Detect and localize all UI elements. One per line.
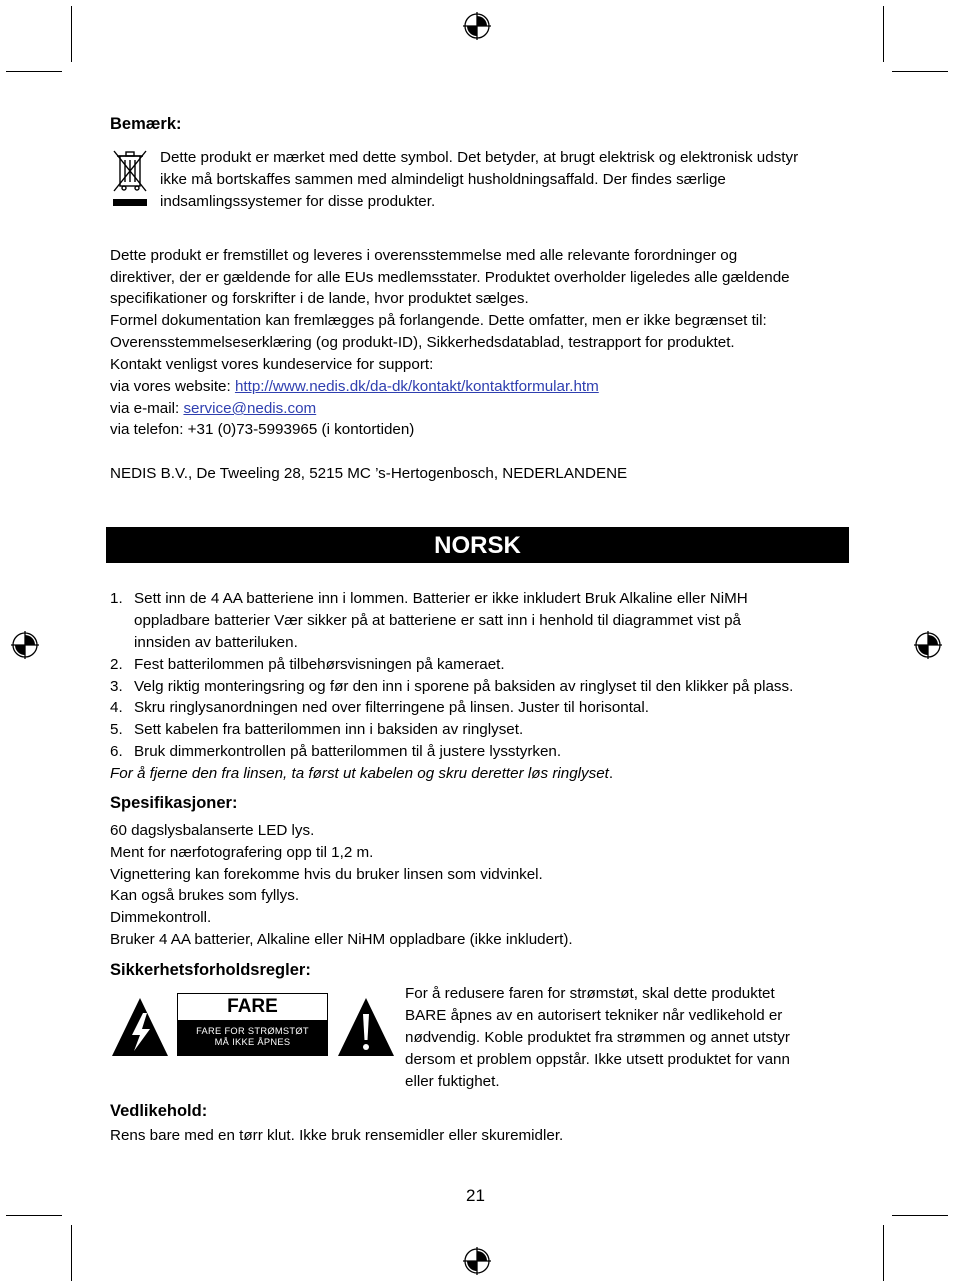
step-text: Fest batterilommen på tilbehørsvisningen på kameraet. [134, 656, 505, 673]
crop-mark [892, 71, 948, 72]
safety-text-line: BARE åpnes av en autorisert tekniker når vedlikehold er [405, 1007, 783, 1024]
fare-subtext-line: FARE FOR STRØMSTØT [196, 1026, 309, 1036]
weee-bin-icon [110, 148, 150, 210]
step-number: 3. [110, 678, 123, 695]
fare-subtext [178, 1020, 327, 1055]
step-number: 5. [110, 721, 123, 738]
registration-mark-icon [10, 630, 40, 660]
step-text: Skru ringlysanordningen ned over filterringene på linsen. Juster til horisontal. [134, 699, 649, 716]
spec-line: Bruker 4 AA batterier, Alkaline eller NiHM oppladbare (ikke inkludert). [110, 931, 573, 948]
step-text: Sett inn de 4 AA batteriene inn i lommen. Batterier er ikke inkludert Bruk Alkaline eller NiMH [134, 590, 748, 607]
safety-text-line: For å redusere faren for strømstøt, skal dette produktet [405, 985, 775, 1002]
safety-text-line: eller fuktighet. [405, 1073, 500, 1090]
fare-warning-label [177, 993, 328, 1056]
removal-note-italic: For å fjerne den fra linsen, ta først ut kabelen og skru deretter løs ringlyset [110, 765, 609, 782]
step-number: 2. [110, 656, 123, 673]
step-number: 6. [110, 743, 123, 760]
section-title-norsk: NORSK [106, 527, 849, 563]
crop-mark [6, 1215, 62, 1216]
fare-title: FARE [178, 994, 327, 1020]
email-line [110, 398, 316, 420]
conformity-line: Kontakt venligst vores kundeservice for support: [110, 356, 434, 373]
address-line: NEDIS B.V., De Tweeling 28, 5215 MC ’s-Hertogenbosch, NEDERLANDENE [110, 465, 628, 482]
maintenance-heading: Vedlikehold: [110, 1102, 208, 1120]
removal-note [110, 763, 613, 785]
page-number: 21 [466, 1186, 485, 1205]
bemaerk-text-line: Dette produkt er mærket med dette symbol. Det betyder, at brugt elektrisk og elektronisk udstyr [160, 149, 799, 166]
conformity-line: direktiver, der er gældende for alle EUs medlemsstater. Produktet overholder ligeledes alle gældende [110, 269, 790, 286]
specs-heading: Spesifikasjoner: [110, 794, 238, 812]
maintenance-text: Rens bare med en tørr klut. Ikke bruk rensemidler eller skuremidler. [110, 1127, 564, 1144]
bemaerk-text-line: indsamlingssystemer for disse produkter. [160, 193, 436, 210]
spec-line: 60 dagslysbalanserte LED lys. [110, 822, 315, 839]
spec-line: Kan også brukes som fyllys. [110, 887, 300, 904]
safety-text-line: nødvendig. Koble produktet fra strømmen og annet utstyr [405, 1029, 790, 1046]
lightning-warning-icon [110, 996, 170, 1058]
conformity-line: Overensstemmelseserklæring (og produkt-ID), Sikkerhedsdatablad, testrapport for produktet. [110, 334, 735, 351]
bemaerk-heading: Bemærk: [110, 115, 182, 133]
exclamation-warning-icon [336, 996, 396, 1058]
website-link[interactable]: http://www.nedis.dk/da-dk/kontakt/kontaktformular.htm [234, 378, 599, 395]
step-text: oppladbare batterier Vær sikker på at batteriene er satt inn i henhold til diagrammet vist på [134, 612, 741, 629]
crop-mark [71, 1225, 72, 1281]
crop-mark [6, 71, 62, 72]
crop-mark [892, 1215, 948, 1216]
step-number: 4. [110, 699, 123, 716]
removal-note-end: . [608, 765, 614, 782]
step-text: Bruk dimmerkontrollen på batterilommen til å justere lysstyrken. [134, 743, 562, 760]
conformity-line: Dette produkt er fremstillet og leveres i overensstemmelse med alle relevante forordninger og [110, 247, 738, 264]
crop-mark [71, 6, 72, 62]
conformity-line: Formel dokumentation kan fremlægges på forlangende. Dette omfatter, men er ikke begrænset til: [110, 312, 767, 329]
step-number: 1. [110, 590, 123, 607]
spec-line: Vignettering kan forekomme hvis du bruker linsen som vidvinkel. [110, 866, 543, 883]
email-label: via e-mail: [110, 400, 184, 417]
crop-mark [883, 6, 884, 62]
website-line [110, 376, 599, 398]
email-link[interactable]: service@nedis.com [183, 400, 317, 417]
registration-mark-icon [913, 630, 943, 660]
conformity-line: specifikationer og forskrifter i de lande, hvor produktet sælges. [110, 290, 529, 307]
phone-line: via telefon: +31 (0)73-5993965 (i kontortiden) [110, 421, 415, 438]
step-text: innsiden av batteriluken. [134, 634, 298, 651]
safety-text-line: dersom et problem oppstår. Ikke utsett produktet for vann [405, 1051, 790, 1068]
website-label: via vores website: [110, 378, 235, 395]
fare-subtext-line: MÅ IKKE ÅPNES [214, 1037, 291, 1047]
safety-heading: Sikkerhetsforholdsregler: [110, 961, 311, 979]
bemaerk-text-line: ikke må bortskaffes sammen med almindeligt husholdningsaffald. Der findes særlige [160, 171, 726, 188]
registration-mark-icon [462, 1246, 492, 1276]
registration-mark-icon [462, 11, 492, 41]
step-text: Sett kabelen fra batterilommen inn i baksiden av ringlyset. [134, 721, 524, 738]
spec-line: Ment for nærfotografering opp til 1,2 m. [110, 844, 374, 861]
step-text: Velg riktig monteringsring og før den inn i sporene på baksiden av ringlyset til den klikker på plass. [134, 678, 794, 695]
spec-line: Dimmekontroll. [110, 909, 212, 926]
crop-mark [883, 1225, 884, 1281]
